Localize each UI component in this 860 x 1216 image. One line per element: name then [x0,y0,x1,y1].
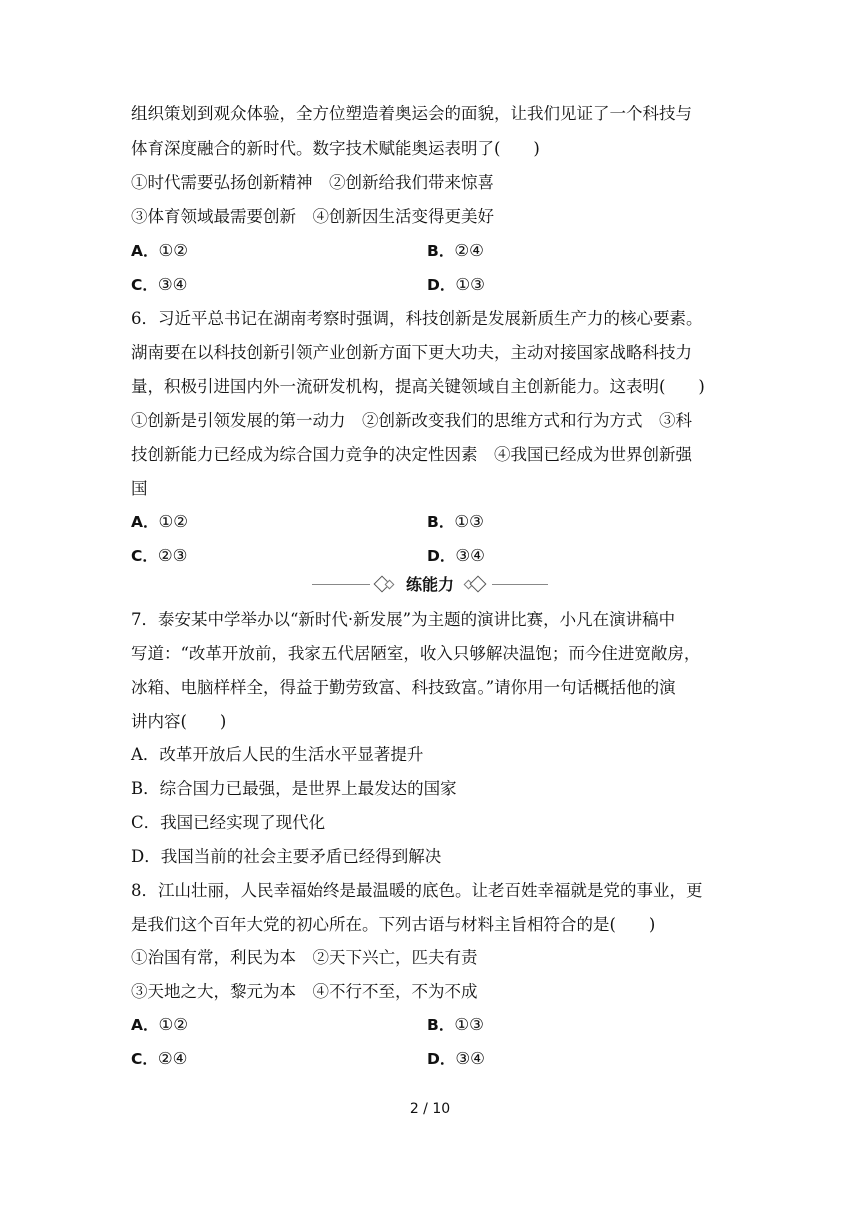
q5-statements-2: ③体育领域最需要创新 ④创新因生活变得更美好 [131,207,494,226]
option-label: B． [427,513,455,531]
q6-line-2: 湖南要在以科技创新引领产业创新方面下更大功夫，主动对接国家战略科技力 [131,343,692,362]
q6-line-5: 技创新能力已经成为综合国力竞争的决定性因素 ④我国已经成为世界创新强 [131,445,692,464]
q7-option-b: B．综合国力已最强，是世界上最发达的国家 [131,779,457,798]
option-text: ②④ [454,241,484,260]
option-text: ①③ [455,275,485,294]
q6-line-6: 国 [131,479,148,498]
option-label: C． [131,276,158,294]
q6-option-c [131,544,187,568]
option-text: ③④ [455,1049,485,1068]
page-number: 2 / 10 [409,1101,451,1117]
diamond-ornament-icon [470,576,487,593]
q6-line-4: ①创新是引领发展的第一动力 ②创新改变我们的思维方式和行为方式 ③科 [131,411,692,430]
section-divider [312,572,548,598]
q8-option-a [131,1013,188,1037]
q7-option-a: A．改革开放后人民的生活水平显著提升 [131,745,424,764]
q5-line-2: 体育深度融合的新时代。数字技术赋能奥运表明了( ) [131,139,540,158]
option-label: B． [427,1016,455,1034]
option-text: ③④ [455,546,485,565]
divider-rule-right [492,584,548,585]
q8-statements-2: ③天地之大，黎元为本 ④不行不至，不为不成 [131,982,478,1001]
q6-option-a [131,510,188,534]
q7-line-4: 讲内容( ) [131,712,227,731]
option-text: ②④ [157,1049,188,1068]
option-label: D． [427,1050,456,1068]
option-text: ①② [158,1015,189,1034]
option-label: D． [427,547,456,565]
option-text: ①② [158,512,189,531]
q7-line-1: 7．泰安某中学举办以“新时代·新发展”为主题的演讲比赛，小凡在演讲稿中 [131,610,676,629]
q5-option-d [427,273,485,297]
option-label: A． [131,1016,159,1034]
option-label: D． [427,276,456,294]
q8-option-d [427,1047,485,1071]
option-label: A． [131,513,159,531]
q7-option-d: D．我国当前的社会主要矛盾已经得到解决 [131,847,442,866]
q5-line-1: 组织策划到观众体验，全方位塑造着奥运会的面貌，让我们见证了一个科技与 [131,104,692,123]
option-text: ③④ [157,275,188,294]
q6-line-3: 量，积极引进国内外一流研发机构，提高关键领域自主创新能力。这表明( ) [131,377,705,396]
q8-statements-1: ①治国有常，利民为本 ②天下兴亡，匹夫有责 [131,948,478,967]
divider-rule-left [312,584,370,585]
option-label: C． [131,1050,158,1068]
option-text: ①③ [454,512,484,531]
q5-option-a [131,239,188,263]
section-title: 练能力 [405,575,454,594]
q7-line-2: 写道：“改革开放前，我家五代居陋室，收入只够解决温饱；而今住进宽敞房， [131,644,701,663]
option-label: B． [427,242,455,260]
option-text: ①② [158,241,189,260]
option-label: C． [131,547,158,565]
q6-line-1: 6．习近平总书记在湖南考察时强调，科技创新是发展新质生产力的核心要素。 [131,309,703,328]
q7-line-3: 冰箱、电脑样样全，得益于勤劳致富、科技致富。”请你用一句话概括他的演 [131,678,676,697]
q8-line-1: 8．江山壮丽，人民幸福始终是最温暖的底色。让老百姓幸福就是党的事业，更 [131,881,703,900]
q8-option-b [427,1013,484,1037]
option-text: ②③ [157,546,188,565]
q7-option-c: C．我国已经实现了现代化 [131,813,326,832]
q5-statements-1: ①时代需要弘扬创新精神 ②创新给我们带来惊喜 [131,173,494,192]
option-label: A． [131,242,159,260]
q8-line-2: 是我们这个百年大党的初心所在。下列古语与材料主旨相符合的是( ) [131,915,656,934]
q8-option-c [131,1047,187,1071]
q5-option-b [427,239,484,263]
option-text: ①③ [454,1015,484,1034]
q6-option-b [427,510,484,534]
q6-option-d [427,544,485,568]
q5-option-c [131,273,187,297]
